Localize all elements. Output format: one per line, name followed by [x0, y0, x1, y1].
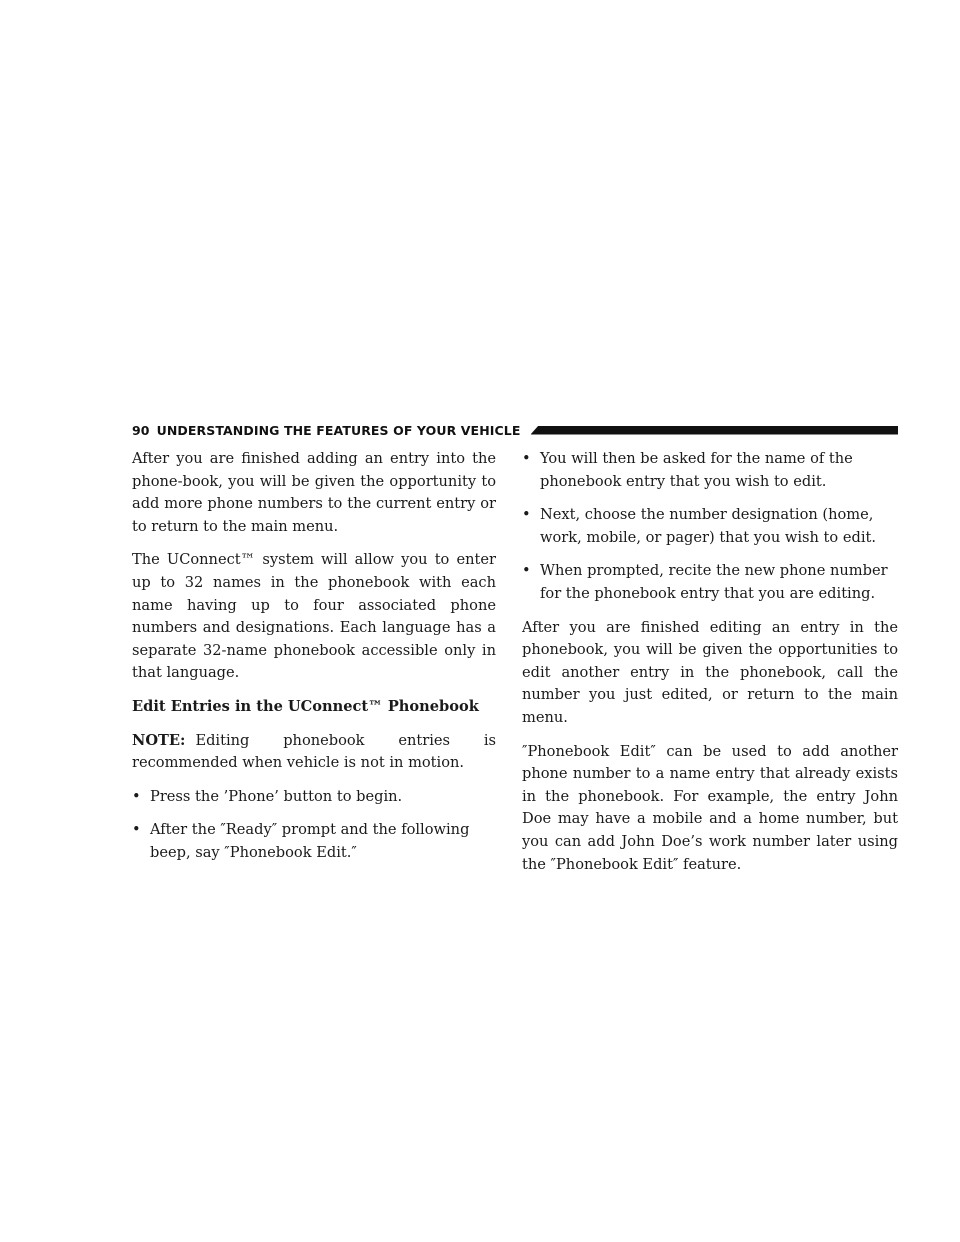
- list-item: [522, 448, 898, 493]
- right-column: [522, 448, 898, 887]
- section-heading: Edit Entries in the UConnect™ Phonebook: [132, 697, 479, 715]
- steps-list-right: [522, 448, 898, 606]
- note-paragraph: [132, 730, 496, 775]
- paragraph-phonebook-edit: ″Phonebook Edit″ can be used to add another phone number to a name entry that already exists in the phonebook. For example, the entry John Doe may have a mobile and a home number, but you can add John Doe’s work number later using the ″Phonebook Edit″ feature.: [522, 742, 898, 873]
- page-number: 90: [132, 422, 150, 438]
- section-title: UNDERSTANDING THE FEATURES OF YOUR VEHICLE: [156, 422, 521, 438]
- list-item-text: You will then be asked for the name of the phonebook entry that you wish to edit.: [540, 450, 853, 490]
- paragraph-add-entry: After you are finished adding an entry into the phone-book, you will be given the opportunity to add more phone numbers to the current entry or to return to the main menu.: [132, 450, 496, 535]
- list-item-text: Next, choose the number designation (home, work, mobile, or pager) that you wish to edit.: [540, 506, 876, 546]
- steps-list-left: [132, 786, 496, 865]
- left-column: [132, 448, 496, 876]
- bullet-icon: •: [522, 450, 531, 467]
- list-item: [132, 786, 496, 809]
- note-label: NOTE:: [132, 731, 186, 749]
- list-item: [522, 504, 898, 549]
- page-header: [132, 419, 898, 441]
- list-item-text: Press the ’Phone’ button to begin.: [150, 787, 403, 805]
- note-text: Editing phonebook entries is recommended when vehicle is not in motion.: [132, 731, 496, 772]
- list-item: [132, 819, 496, 864]
- bullet-icon: •: [132, 787, 141, 805]
- paragraph-phonebook-capacity: The UConnect™ system will allow you to enter up to 32 names in the phonebook with each name having up to four associated phone numbers and designations. Each language has a separate 32-name phonebook accessible only in that language.: [132, 551, 496, 682]
- paragraph-after-editing: After you are finished editing an entry in the phonebook, you will be given the opportunities to edit another entry in the phonebook, call the number you just edited, or return to the main menu.: [522, 618, 898, 726]
- bullet-icon: •: [522, 506, 531, 524]
- header-rule: [531, 426, 899, 435]
- list-item-text: When prompted, recite the new phone number for the phonebook entry that you are editing.: [540, 562, 888, 602]
- bullet-icon: •: [132, 821, 141, 839]
- list-item: [522, 560, 898, 605]
- bullet-icon: •: [522, 562, 531, 580]
- list-item-text: After the ″Ready″ prompt and the following beep, say ″Phonebook Edit.″: [150, 821, 470, 861]
